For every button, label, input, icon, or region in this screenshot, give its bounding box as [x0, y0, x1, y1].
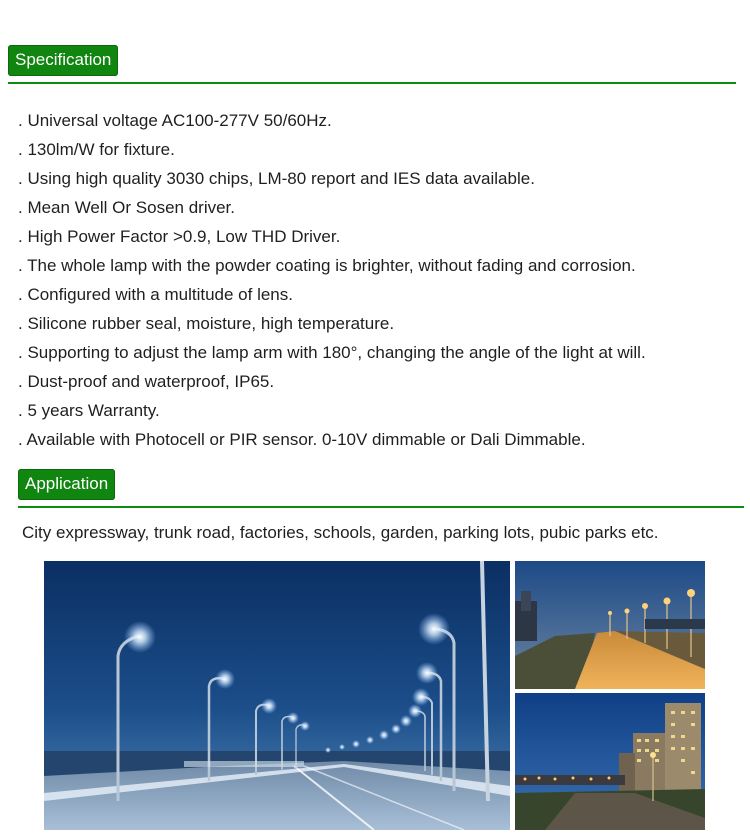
spec-item: . Using high quality 3030 chips, LM-80 report and IES data available.	[18, 169, 535, 188]
application-divider	[18, 506, 744, 508]
spec-item: . 5 years Warranty.	[18, 401, 160, 420]
spec-item: . Supporting to adjust the lamp arm with 180°, changing the angle of the light at will.	[18, 343, 646, 362]
application-heading: Application	[18, 469, 115, 500]
application-text: City expressway, trunk road, factories, schools, garden, parking lots, pubic parks etc.	[22, 523, 659, 542]
city-road-dusk-photo	[515, 561, 705, 689]
spec-item: . Silicone rubber seal, moisture, high temperature.	[18, 314, 395, 333]
spec-item: . Available with Photocell or PIR sensor. 0-10V dimmable or Dali Dimmable.	[18, 430, 586, 449]
specification-list	[18, 106, 646, 454]
night-expressway-photo	[44, 561, 510, 830]
specification-divider	[8, 82, 736, 84]
night-buildings-photo	[515, 693, 705, 830]
spec-item: . The whole lamp with the powder coating is brighter, without fading and corrosion.	[18, 256, 636, 275]
spec-item: . Universal voltage AC100-277V 50/60Hz.	[18, 111, 332, 130]
spec-item: . Dust-proof and waterproof, IP65.	[18, 372, 275, 391]
spec-item: . High Power Factor >0.9, Low THD Driver.	[18, 227, 341, 246]
spec-item: . 130lm/W for fixture.	[18, 140, 175, 159]
specification-heading: Specification	[8, 45, 118, 76]
spec-item: . Configured with a multitude of lens.	[18, 285, 293, 304]
spec-item: . Mean Well Or Sosen driver.	[18, 198, 235, 217]
